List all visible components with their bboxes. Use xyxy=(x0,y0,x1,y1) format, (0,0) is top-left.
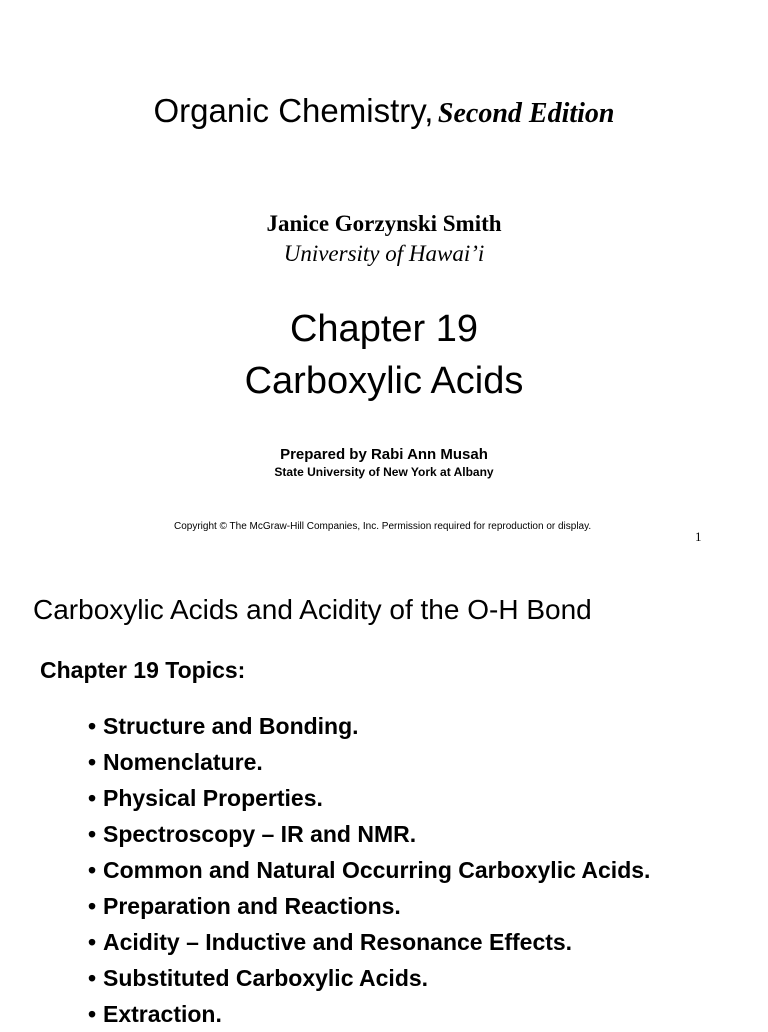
topic-item xyxy=(88,924,650,960)
topics-heading: Chapter 19 Topics: xyxy=(40,657,246,683)
copyright-notice: Copyright © The McGraw-Hill Companies, Inc. Permission required for reproduction or display. xyxy=(174,521,592,532)
chapter-title: Carboxylic Acids xyxy=(244,360,524,402)
topic-item xyxy=(88,888,650,924)
topic-label: Structure and Bonding. xyxy=(103,713,359,739)
page-number: 1 xyxy=(695,529,702,544)
bullet-icon: • xyxy=(88,749,97,775)
topic-item xyxy=(88,816,650,852)
author-name: Janice Gorzynski Smith xyxy=(266,211,502,236)
book-edition: Second Edition xyxy=(437,98,615,129)
topic-label: Nomenclature. xyxy=(103,749,263,775)
topic-item xyxy=(88,996,650,1032)
topic-item xyxy=(88,780,650,816)
prepared-by: Prepared by Rabi Ann Musah xyxy=(280,446,488,463)
topic-label: Preparation and Reactions. xyxy=(103,893,401,919)
topics-list xyxy=(88,708,650,1032)
chapter-number: Chapter 19 xyxy=(289,308,478,350)
bullet-icon: • xyxy=(88,821,97,847)
slide-heading: Carboxylic Acids and Acidity of the O-H Bond xyxy=(33,594,592,625)
bullet-icon: • xyxy=(88,965,97,991)
topic-label: Common and Natural Occurring Carboxylic Acids. xyxy=(103,857,651,883)
bullet-icon: • xyxy=(88,893,97,919)
book-title xyxy=(0,92,768,130)
bullet-icon: • xyxy=(88,857,97,883)
bullet-icon: • xyxy=(88,1001,97,1027)
topic-label: Spectroscopy – IR and NMR. xyxy=(103,821,417,847)
topic-label: Substituted Carboxylic Acids. xyxy=(103,965,429,991)
topic-item xyxy=(88,744,650,780)
book-title-main: Organic Chemistry, xyxy=(153,92,434,129)
topic-label: Extraction. xyxy=(103,1001,222,1027)
topic-label: Acidity – Inductive and Resonance Effects. xyxy=(103,929,573,955)
bullet-icon: • xyxy=(88,713,97,739)
bullet-icon: • xyxy=(88,929,97,955)
topic-item xyxy=(88,960,650,996)
topic-item xyxy=(88,852,650,888)
preparer-affiliation: State University of New York at Albany xyxy=(274,465,494,479)
topic-label: Physical Properties. xyxy=(103,785,323,811)
author-affiliation: University of Hawai’i xyxy=(283,241,485,266)
bullet-icon: • xyxy=(88,785,97,811)
topic-item xyxy=(88,708,650,744)
